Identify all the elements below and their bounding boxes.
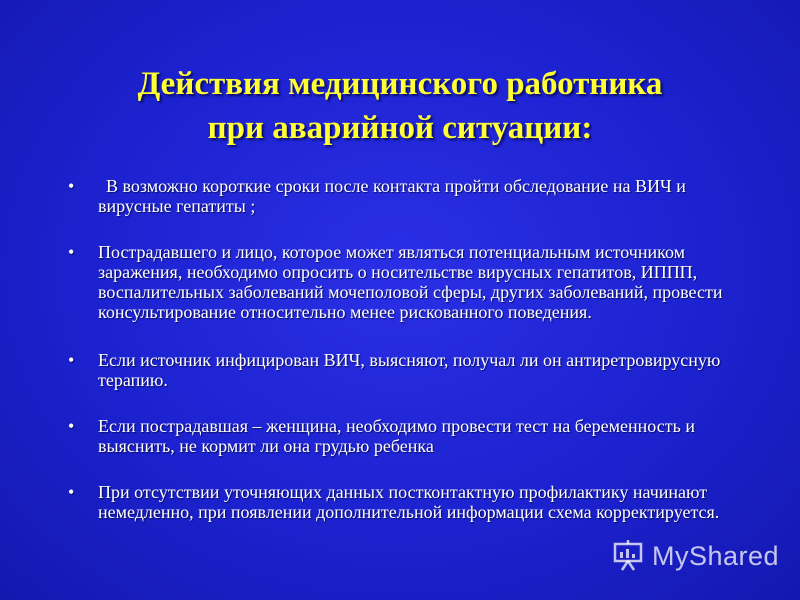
bullet-item xyxy=(68,416,728,456)
title-line-2: при аварийной ситуации: xyxy=(207,110,593,146)
bullet-text: Если источник инфицирован ВИЧ, выясняют, получал ли он антиретровирусную терапию. xyxy=(98,350,721,390)
presentation-board-icon xyxy=(612,540,646,572)
bullet-item xyxy=(68,482,728,522)
bullet-text: Если пострадавшая – женщина, необходимо провести тест на беременность и выяснить, не кормит ли она грудью ребенка xyxy=(98,416,695,456)
bullet-item xyxy=(68,350,728,390)
watermark-text: MyShared xyxy=(652,540,780,571)
bullet-dot-icon: • xyxy=(68,242,75,262)
bullet-dot-icon: • xyxy=(68,482,75,502)
bullet-item xyxy=(68,176,728,216)
myshared-watermark xyxy=(612,536,792,576)
bullet-dot-icon: • xyxy=(68,176,75,196)
bullet-text: При отсутствии уточняющих данных постконтактную профилактику начинают немедленно, при появлении дополнительной информации схема корректируется. xyxy=(98,482,720,522)
bullet-dot-icon: • xyxy=(68,416,75,436)
bullet-text: В возможно короткие сроки после контакта пройти обследование на ВИЧ и вирусные гепатиты ; xyxy=(98,176,686,216)
title-line-1: Действия медицинского работника xyxy=(137,66,663,102)
bullet-item xyxy=(68,242,728,322)
slide-title xyxy=(0,62,800,150)
bullet-dot-icon: • xyxy=(68,350,75,370)
bullet-list xyxy=(68,172,728,522)
bullet-text: Пострадавшего и лицо, которое может являться потенциальным источником заражения, необходимо опросить о носительстве вирусных гепатитов, ИППП, воспалительных заболеваний мочеполовой сферы, других заболеваний, провести консультирование относительно менее рискованного поведения. xyxy=(98,242,723,322)
